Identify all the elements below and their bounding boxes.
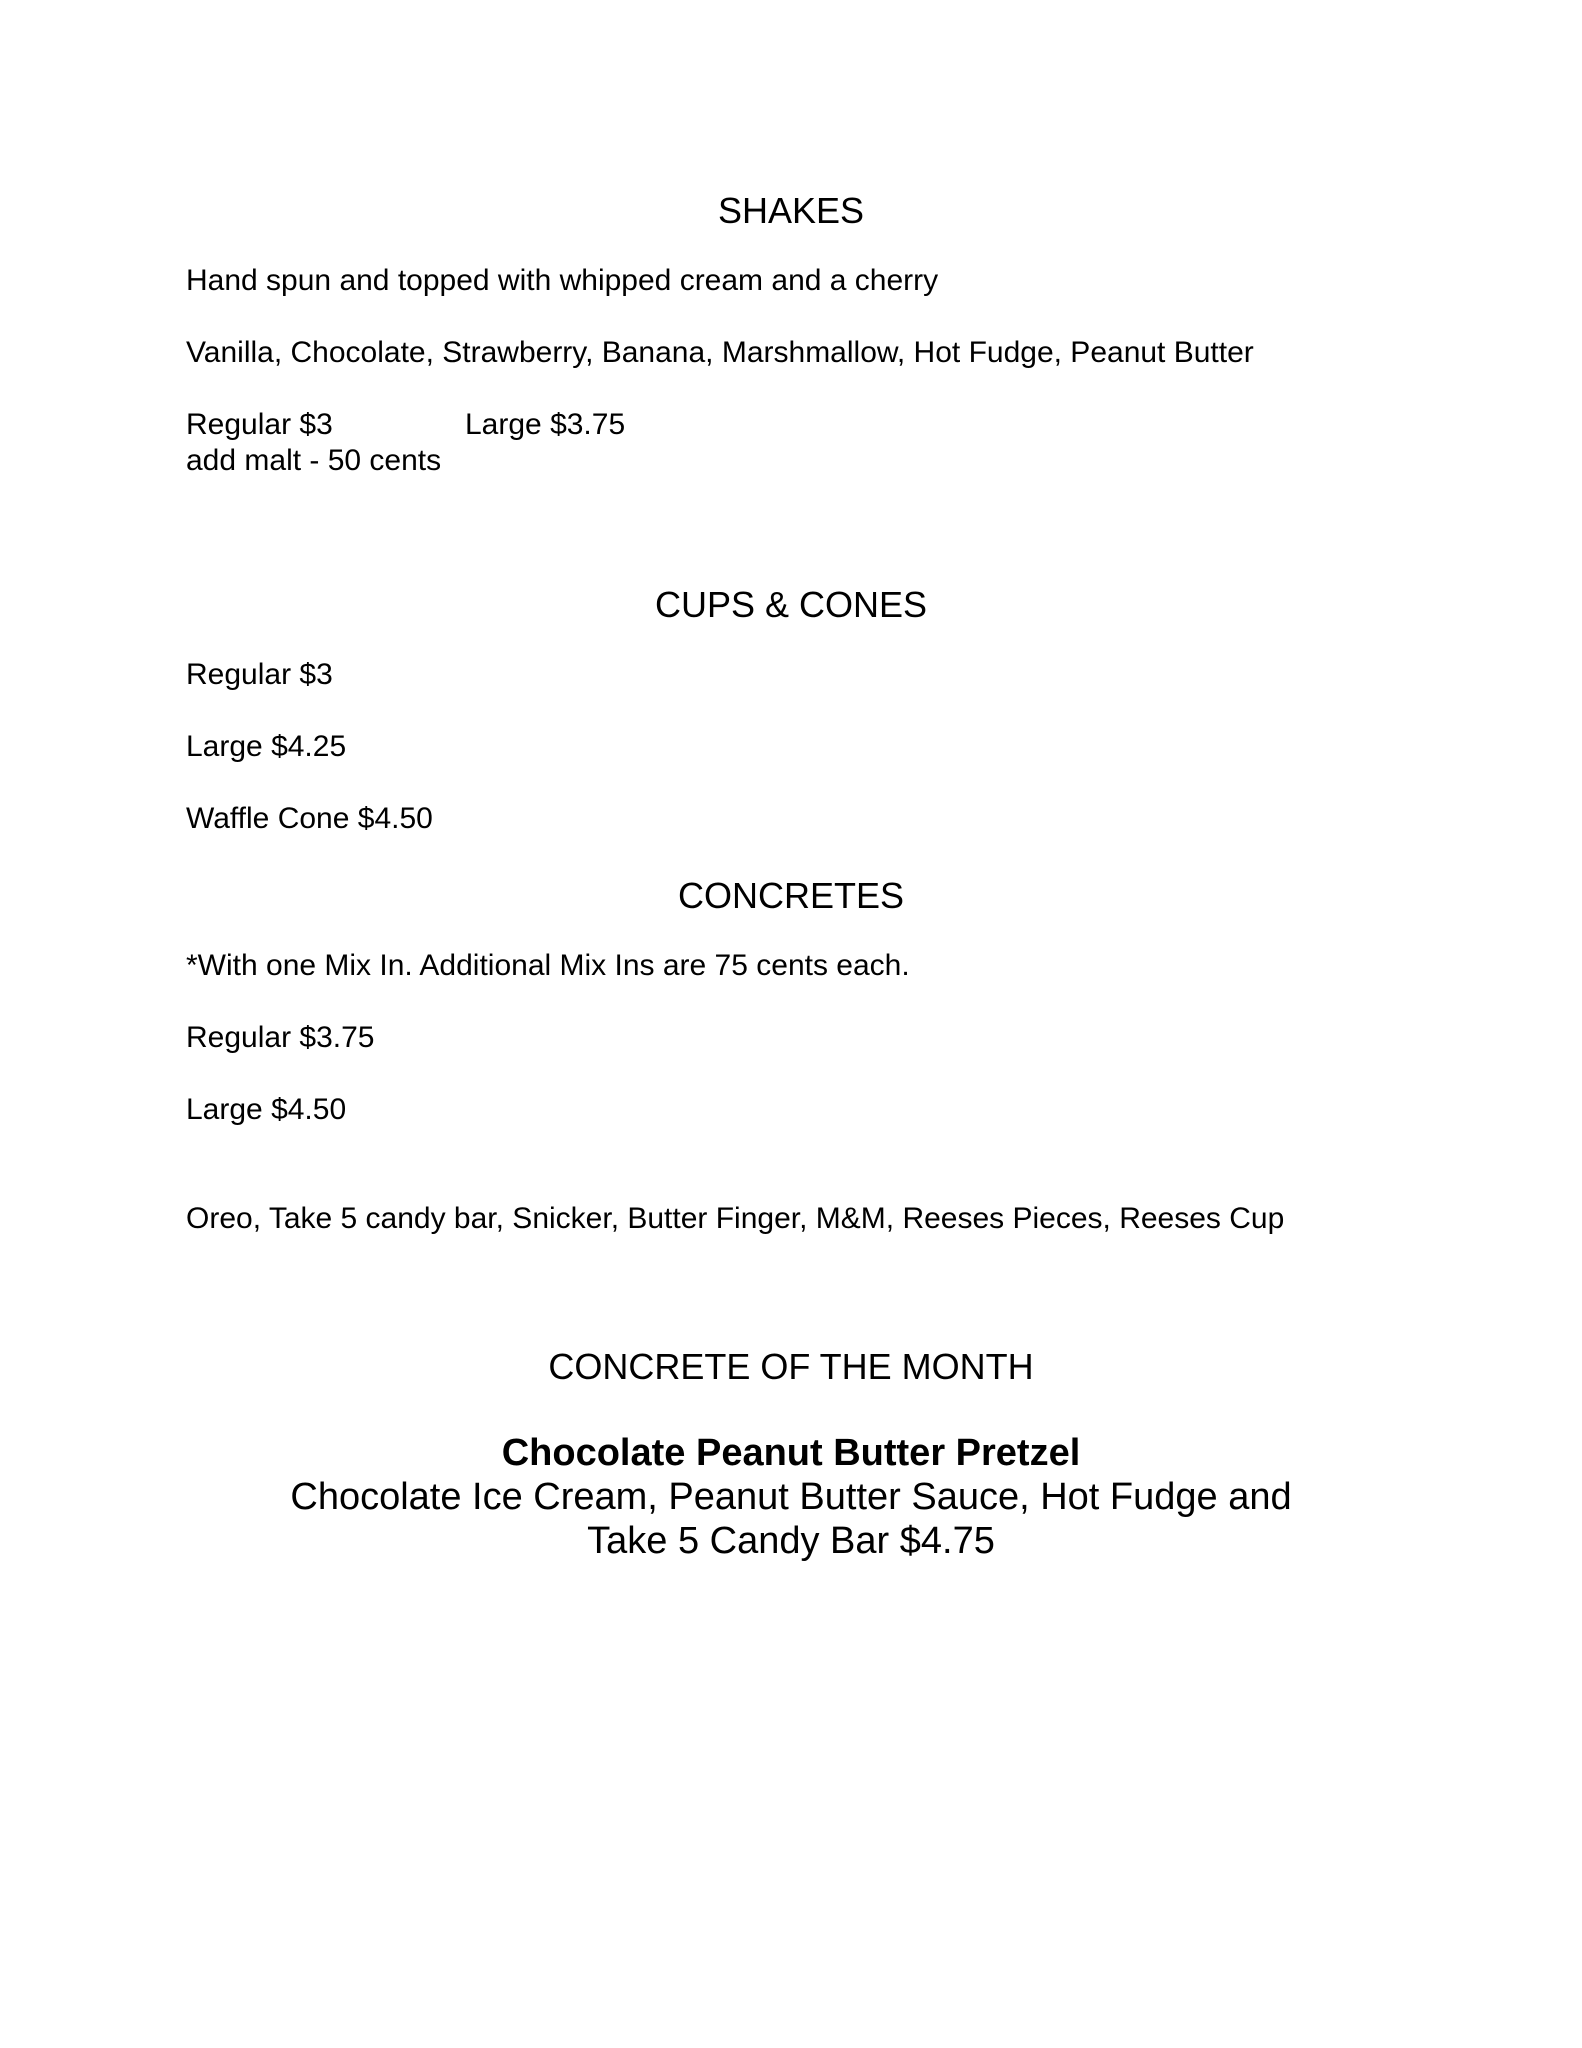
waffle-cone-price: Waffle Cone $4.50 xyxy=(186,802,433,835)
concretes-regular-price: Regular $3.75 xyxy=(186,1021,375,1054)
concretes-large-price: Large $4.50 xyxy=(186,1093,347,1126)
concretes-mix-ins: Oreo, Take 5 candy bar, Snicker, Butter Finger, M&M, Reeses Pieces, Reeses Cup xyxy=(186,1202,1285,1235)
shakes-large-price: Large $3.75 xyxy=(465,408,626,441)
shakes-regular-price: Regular $3 xyxy=(186,408,333,441)
shakes-heading: SHAKES xyxy=(717,190,865,231)
concretes-note: *With one Mix In. Additional Mix Ins are 75 cents each. xyxy=(186,949,910,982)
shakes-malt-note: add malt - 50 cents xyxy=(186,444,442,477)
concrete-of-month-description-line2: Take 5 Candy Bar $4.75 xyxy=(587,1520,995,1562)
cups-cones-heading: CUPS & CONES xyxy=(654,584,928,625)
cups-large-price: Large $4.25 xyxy=(186,730,347,763)
concrete-of-month-name: Chocolate Peanut Butter Pretzel xyxy=(501,1432,1081,1474)
concrete-of-month-heading: CONCRETE OF THE MONTH xyxy=(548,1346,1034,1387)
shakes-flavors: Vanilla, Chocolate, Strawberry, Banana, Marshmallow, Hot Fudge, Peanut Butter xyxy=(186,336,1254,369)
concretes-heading: CONCRETES xyxy=(677,875,905,916)
shakes-description: Hand spun and topped with whipped cream and a cherry xyxy=(186,264,939,297)
concrete-of-month-description-line1: Chocolate Ice Cream, Peanut Butter Sauce, Hot Fudge and xyxy=(290,1476,1292,1518)
cups-regular-price: Regular $3 xyxy=(186,658,333,691)
